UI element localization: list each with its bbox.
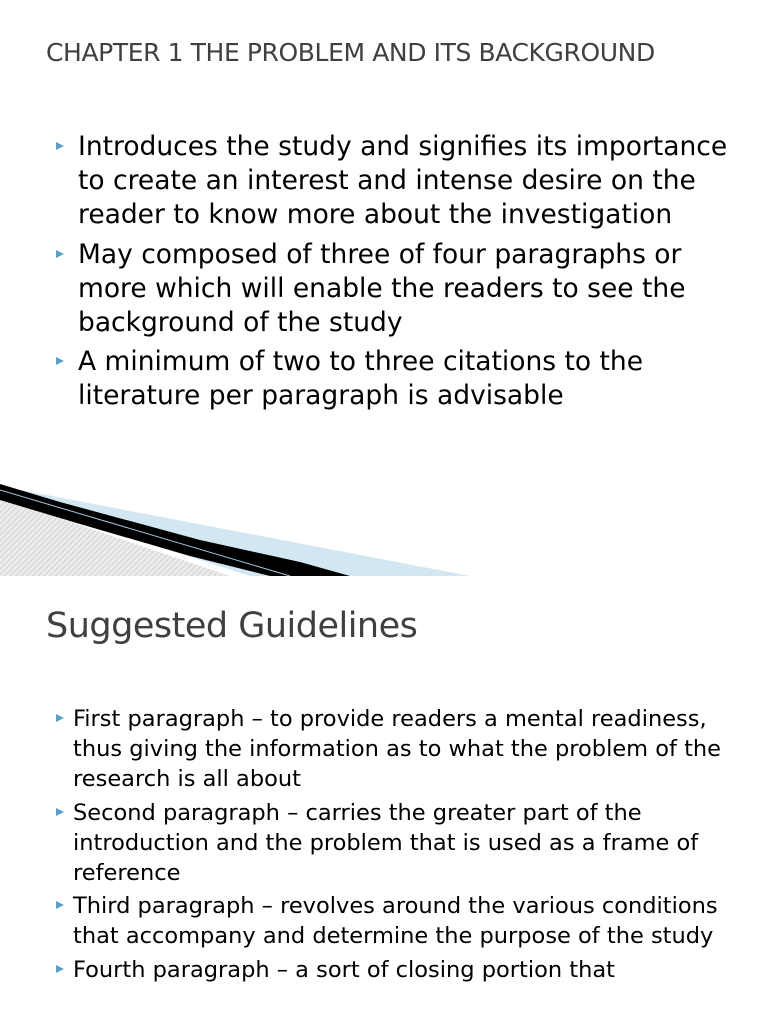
list-item xyxy=(56,704,746,794)
list-item xyxy=(56,130,746,232)
slide-title: Suggested Guidelines xyxy=(46,606,418,646)
bullet-text: Third paragraph – revolves around the various conditions that accompany and determine the purpose of the study xyxy=(73,893,718,949)
slide-title: CHAPTER 1 THE PROBLEM AND ITS BACKGROUND xyxy=(46,38,655,67)
triangle-bullet-icon xyxy=(56,714,64,722)
list-item xyxy=(56,238,746,340)
slide-suggested-guidelines xyxy=(0,576,768,1024)
triangle-bullet-icon xyxy=(56,142,64,150)
bullet-text: A minimum of two to three citations to the literature per paragraph is advisable xyxy=(78,346,644,411)
triangle-bullet-icon xyxy=(56,250,64,258)
swoosh-decoration xyxy=(0,478,470,576)
triangle-bullet-icon xyxy=(56,357,64,365)
bullet-list xyxy=(56,130,746,419)
bullet-text: Fourth paragraph – a sort of closing portion that xyxy=(73,956,615,983)
triangle-bullet-icon xyxy=(56,808,64,816)
bullet-text: Introduces the study and signifies its importance to create an interest and intense desire on the reader to know more about the investigation xyxy=(78,131,728,230)
bullet-text: First paragraph – to provide readers a mental readiness, thus giving the information as to what the problem of the research is all about xyxy=(73,706,722,792)
bullet-text: Second paragraph – carries the greater part of the introduction and the problem that is used as a frame of reference xyxy=(73,799,699,886)
list-item xyxy=(56,891,746,951)
list-item xyxy=(56,955,746,985)
list-item xyxy=(56,345,746,413)
triangle-bullet-icon xyxy=(56,901,64,909)
triangle-bullet-icon xyxy=(56,965,64,973)
bullet-list xyxy=(56,704,746,988)
bullet-text: May composed of three of four paragraphs or more which will enable the readers to see the background of the study xyxy=(78,238,686,338)
list-item xyxy=(56,798,746,888)
